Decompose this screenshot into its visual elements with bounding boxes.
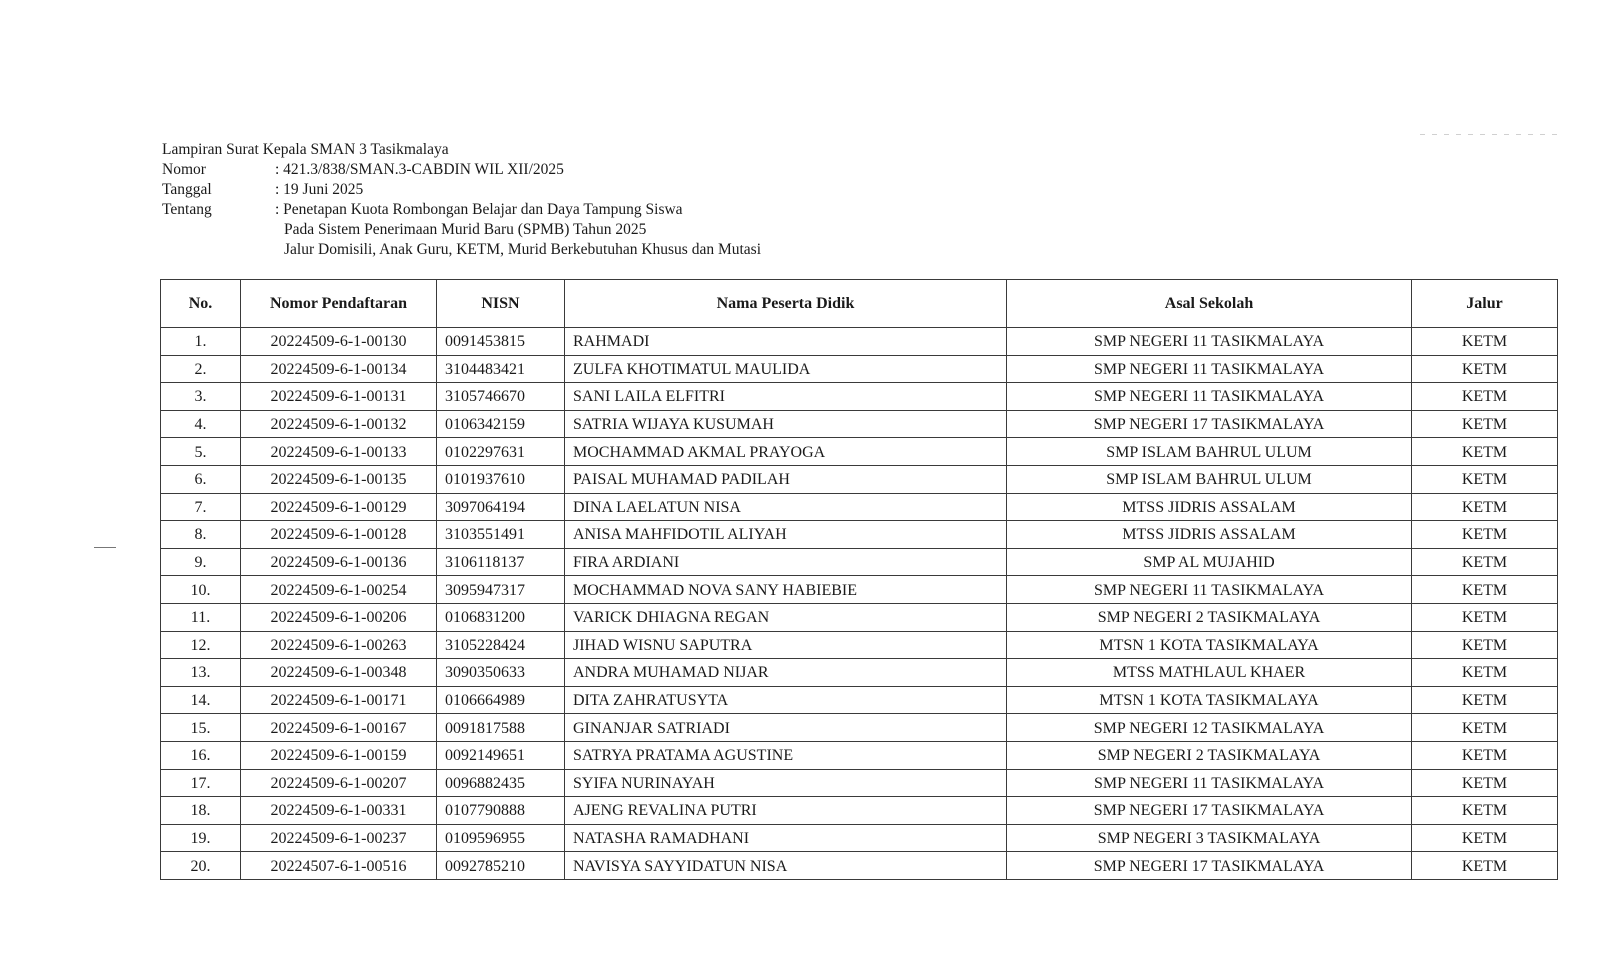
subject-line: Pada Sistem Penerimaan Murid Baru (SPMB) Tahun 2025	[284, 221, 647, 238]
origin-school-cell: SMP ISLAM BAHRUL ULUM	[1007, 438, 1412, 466]
nisn-cell: 0106342159	[437, 410, 565, 438]
admission-route-cell: KETM	[1412, 852, 1558, 880]
student-name-cell: DITA ZAHRATUSYTA	[565, 686, 1007, 714]
nisn-cell: 0107790888	[437, 797, 565, 825]
table-body	[161, 328, 1558, 880]
student-name-cell: FIRA ARDIANI	[565, 548, 1007, 576]
student-name-cell: JIHAD WISNU SAPUTRA	[565, 631, 1007, 659]
field-value: : 19 Juni 2025	[275, 181, 364, 198]
nisn-cell: 0102297631	[437, 438, 565, 466]
row-number-cell: 19.	[161, 824, 241, 852]
registration-number-cell: 20224509-6-1-00331	[241, 797, 437, 825]
origin-school-cell: SMP NEGERI 11 TASIKMALAYA	[1007, 576, 1412, 604]
nisn-cell: 3097064194	[437, 493, 565, 521]
nisn-cell: 0092149651	[437, 741, 565, 769]
row-number-cell: 14.	[161, 686, 241, 714]
nisn-cell: 3105228424	[437, 631, 565, 659]
table-row	[161, 576, 1558, 604]
header-title: Lampiran Surat Kepala SMAN 3 Tasikmalaya	[162, 141, 449, 158]
nisn-cell: 0091453815	[437, 328, 565, 356]
origin-school-cell: SMP NEGERI 2 TASIKMALAYA	[1007, 741, 1412, 769]
row-number-cell: 16.	[161, 741, 241, 769]
field-label: Nomor	[162, 161, 206, 178]
table-row	[161, 465, 1558, 493]
student-name-cell: GINANJAR SATRIADI	[565, 714, 1007, 742]
origin-school-cell: MTSN 1 KOTA TASIKMALAYA	[1007, 631, 1412, 659]
registration-number-cell: 20224509-6-1-00254	[241, 576, 437, 604]
header-field-tentang	[162, 200, 761, 220]
row-number-cell: 3.	[161, 383, 241, 411]
registration-number-cell: 20224509-6-1-00130	[241, 328, 437, 356]
row-number-cell: 7.	[161, 493, 241, 521]
origin-school-cell: SMP NEGERI 11 TASIKMALAYA	[1007, 383, 1412, 411]
student-table	[160, 279, 1558, 880]
column-header-route: Jalur	[1412, 280, 1558, 328]
registration-number-cell: 20224509-6-1-00348	[241, 659, 437, 687]
admission-route-cell: KETM	[1412, 631, 1558, 659]
row-number-cell: 11.	[161, 603, 241, 631]
student-name-cell: ZULFA KHOTIMATUL MAULIDA	[565, 355, 1007, 383]
admission-route-cell: KETM	[1412, 576, 1558, 604]
nisn-cell: 0106831200	[437, 603, 565, 631]
row-number-cell: 1.	[161, 328, 241, 356]
column-header-nisn: NISN	[437, 280, 565, 328]
table-row	[161, 328, 1558, 356]
row-number-cell: 8.	[161, 521, 241, 549]
nisn-cell: 0109596955	[437, 824, 565, 852]
header-field-nomor	[162, 160, 761, 180]
student-name-cell: DINA LAELATUN NISA	[565, 493, 1007, 521]
row-number-cell: 15.	[161, 714, 241, 742]
origin-school-cell: SMP NEGERI 2 TASIKMALAYA	[1007, 603, 1412, 631]
admission-route-cell: KETM	[1412, 521, 1558, 549]
registration-number-cell: 20224509-6-1-00237	[241, 824, 437, 852]
table-row	[161, 521, 1558, 549]
nisn-cell: 3105746670	[437, 383, 565, 411]
nisn-cell: 0091817588	[437, 714, 565, 742]
table-row	[161, 410, 1558, 438]
table-row	[161, 438, 1558, 466]
admission-route-cell: KETM	[1412, 410, 1558, 438]
table-row	[161, 548, 1558, 576]
registration-number-cell: 20224509-6-1-00167	[241, 714, 437, 742]
nisn-cell: 0106664989	[437, 686, 565, 714]
registration-number-cell: 20224509-6-1-00132	[241, 410, 437, 438]
field-label: Tanggal	[162, 181, 212, 198]
admission-route-cell: KETM	[1412, 714, 1558, 742]
table-row	[161, 741, 1558, 769]
registration-number-cell: 20224509-6-1-00129	[241, 493, 437, 521]
column-header-registration: Nomor Pendaftaran	[241, 280, 437, 328]
admission-route-cell: KETM	[1412, 686, 1558, 714]
admission-route-cell: KETM	[1412, 328, 1558, 356]
student-name-cell: ANISA MAHFIDOTIL ALIYAH	[565, 521, 1007, 549]
table-row	[161, 631, 1558, 659]
admission-route-cell: KETM	[1412, 465, 1558, 493]
student-name-cell: SATRIA WIJAYA KUSUMAH	[565, 410, 1007, 438]
scan-artifact	[1420, 134, 1560, 135]
nisn-cell: 0101937610	[437, 465, 565, 493]
admission-route-cell: KETM	[1412, 797, 1558, 825]
table-row	[161, 824, 1558, 852]
row-number-cell: 5.	[161, 438, 241, 466]
admission-route-cell: KETM	[1412, 824, 1558, 852]
origin-school-cell: MTSS JIDRIS ASSALAM	[1007, 493, 1412, 521]
student-name-cell: NATASHA RAMADHANI	[565, 824, 1007, 852]
field-value: : 421.3/838/SMAN.3-CABDIN WIL XII/2025	[275, 161, 564, 178]
origin-school-cell: MTSN 1 KOTA TASIKMALAYA	[1007, 686, 1412, 714]
origin-school-cell: SMP NEGERI 11 TASIKMALAYA	[1007, 328, 1412, 356]
row-number-cell: 20.	[161, 852, 241, 880]
nisn-cell: 3095947317	[437, 576, 565, 604]
student-name-cell: SATRYA PRATAMA AGUSTINE	[565, 741, 1007, 769]
subject-line: Jalur Domisili, Anak Guru, KETM, Murid Berkebutuhan Khusus dan Mutasi	[284, 241, 762, 258]
table-row	[161, 852, 1558, 880]
registration-number-cell: 20224509-6-1-00159	[241, 741, 437, 769]
registration-number-cell: 20224509-6-1-00206	[241, 603, 437, 631]
student-name-cell: SYIFA NURINAYAH	[565, 769, 1007, 797]
column-header-origin-school: Asal Sekolah	[1007, 280, 1412, 328]
admission-route-cell: KETM	[1412, 603, 1558, 631]
admission-route-cell: KETM	[1412, 383, 1558, 411]
row-number-cell: 12.	[161, 631, 241, 659]
student-name-cell: VARICK DHIAGNA REGAN	[565, 603, 1007, 631]
nisn-cell: 0092785210	[437, 852, 565, 880]
table-row	[161, 659, 1558, 687]
row-number-cell: 10.	[161, 576, 241, 604]
row-number-cell: 18.	[161, 797, 241, 825]
admission-route-cell: KETM	[1412, 548, 1558, 576]
registration-number-cell: 20224509-6-1-00133	[241, 438, 437, 466]
nisn-cell: 3104483421	[437, 355, 565, 383]
admission-route-cell: KETM	[1412, 769, 1558, 797]
origin-school-cell: SMP NEGERI 3 TASIKMALAYA	[1007, 824, 1412, 852]
header-field-tanggal	[162, 180, 761, 200]
nisn-cell: 3106118137	[437, 548, 565, 576]
student-name-cell: PAISAL MUHAMAD PADILAH	[565, 465, 1007, 493]
table-row	[161, 603, 1558, 631]
row-number-cell: 17.	[161, 769, 241, 797]
margin-mark	[94, 547, 116, 548]
table-row	[161, 493, 1558, 521]
student-name-cell: MOCHAMMAD NOVA SANY HABIEBIE	[565, 576, 1007, 604]
field-value: : Penetapan Kuota Rombongan Belajar dan Daya Tampung Siswa	[275, 201, 683, 218]
letter-header	[162, 140, 761, 260]
table-row	[161, 355, 1558, 383]
admission-route-cell: KETM	[1412, 741, 1558, 769]
table-row	[161, 383, 1558, 411]
row-number-cell: 6.	[161, 465, 241, 493]
registration-number-cell: 20224509-6-1-00134	[241, 355, 437, 383]
origin-school-cell: SMP NEGERI 17 TASIKMALAYA	[1007, 410, 1412, 438]
origin-school-cell: SMP NEGERI 11 TASIKMALAYA	[1007, 355, 1412, 383]
row-number-cell: 4.	[161, 410, 241, 438]
student-name-cell: NAVISYA SAYYIDATUN NISA	[565, 852, 1007, 880]
table-row	[161, 686, 1558, 714]
table-row	[161, 769, 1558, 797]
row-number-cell: 13.	[161, 659, 241, 687]
student-name-cell: RAHMADI	[565, 328, 1007, 356]
nisn-cell: 3103551491	[437, 521, 565, 549]
origin-school-cell: MTSS JIDRIS ASSALAM	[1007, 521, 1412, 549]
registration-number-cell: 20224507-6-1-00516	[241, 852, 437, 880]
registration-number-cell: 20224509-6-1-00136	[241, 548, 437, 576]
origin-school-cell: SMP NEGERI 17 TASIKMALAYA	[1007, 852, 1412, 880]
row-number-cell: 2.	[161, 355, 241, 383]
student-name-cell: ANDRA MUHAMAD NIJAR	[565, 659, 1007, 687]
admission-route-cell: KETM	[1412, 493, 1558, 521]
student-name-cell: MOCHAMMAD AKMAL PRAYOGA	[565, 438, 1007, 466]
admission-route-cell: KETM	[1412, 355, 1558, 383]
registration-number-cell: 20224509-6-1-00207	[241, 769, 437, 797]
registration-number-cell: 20224509-6-1-00131	[241, 383, 437, 411]
student-name-cell: SANI LAILA ELFITRI	[565, 383, 1007, 411]
origin-school-cell: MTSS MATHLAUL KHAER	[1007, 659, 1412, 687]
table-header-row	[161, 280, 1558, 328]
student-name-cell: AJENG REVALINA PUTRI	[565, 797, 1007, 825]
admission-route-cell: KETM	[1412, 659, 1558, 687]
table-row	[161, 714, 1558, 742]
row-number-cell: 9.	[161, 548, 241, 576]
registration-number-cell: 20224509-6-1-00135	[241, 465, 437, 493]
registration-number-cell: 20224509-6-1-00128	[241, 521, 437, 549]
origin-school-cell: SMP ISLAM BAHRUL ULUM	[1007, 465, 1412, 493]
nisn-cell: 0096882435	[437, 769, 565, 797]
table-row	[161, 797, 1558, 825]
field-label: Tentang	[162, 201, 212, 218]
origin-school-cell: SMP NEGERI 12 TASIKMALAYA	[1007, 714, 1412, 742]
column-header-student-name: Nama Peserta Didik	[565, 280, 1007, 328]
origin-school-cell: SMP AL MUJAHID	[1007, 548, 1412, 576]
admission-route-cell: KETM	[1412, 438, 1558, 466]
registration-number-cell: 20224509-6-1-00171	[241, 686, 437, 714]
origin-school-cell: SMP NEGERI 17 TASIKMALAYA	[1007, 797, 1412, 825]
column-header-no: No.	[161, 280, 241, 328]
origin-school-cell: SMP NEGERI 11 TASIKMALAYA	[1007, 769, 1412, 797]
nisn-cell: 3090350633	[437, 659, 565, 687]
registration-number-cell: 20224509-6-1-00263	[241, 631, 437, 659]
